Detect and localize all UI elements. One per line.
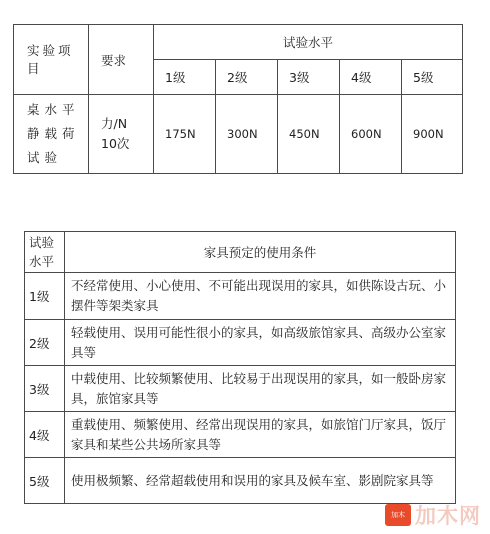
row-condition: 不经常使用、小心使用、不可能出现误用的家具，如供陈设古玩、小摆件等架类家具 [65,273,456,320]
watermark [385,500,481,530]
level-2-value: 300N [216,95,278,174]
requirement-cell [89,95,154,174]
table-row [25,273,456,320]
row-condition: 中载使用、比较频繁使用、比较易于出现误用的家具，如一般卧房家具，旅馆家具等 [65,366,456,412]
table-row [25,366,456,412]
level-1-value: 175N [154,95,216,174]
header-requirement: 要求 [89,25,154,95]
level-3-header: 3级 [278,60,340,95]
usage-condition-table [24,231,456,504]
requirement-times: 10次 [101,136,130,151]
table-row [25,412,456,458]
row-level: 2级 [25,320,65,366]
level-3-value: 450N [278,95,340,174]
level-5-value: 900N [402,95,463,174]
load-test-table [13,24,463,174]
level-2-header: 2级 [216,60,278,95]
row-condition: 轻载使用、误用可能性很小的家具，如高级旅馆家具、高级办公室家具等 [65,320,456,366]
row-level: 3级 [25,366,65,412]
header-condition: 家具预定的使用条件 [65,232,456,273]
level-4-header: 4级 [340,60,402,95]
row-level: 1级 [25,273,65,320]
row-condition: 重载使用、频繁使用、经常出现误用的家具，如旅馆门厅家具，饭厅家具和某些公共场所家具等 [65,412,456,458]
level-4-value: 600N [340,95,402,174]
watermark-text: 加木网 [415,504,481,528]
header-level: 试验水平 [25,232,65,273]
table-row [25,458,456,504]
header-test-level: 试验水平 [154,25,463,60]
level-1-header: 1级 [154,60,216,95]
requirement-force: 力/N [101,116,128,131]
row-level: 5级 [25,458,65,504]
row-level: 4级 [25,412,65,458]
table-row [25,320,456,366]
table-row [14,95,463,174]
header-project: 实验项目 [14,25,89,95]
row-condition: 使用极频繁、经常超载使用和误用的家具及候车室、影剧院家具等 [65,458,456,504]
level-5-header: 5级 [402,60,463,95]
watermark-logo-icon: 加木 [385,504,411,526]
project-name: 桌水平静载荷试验 [14,95,89,174]
